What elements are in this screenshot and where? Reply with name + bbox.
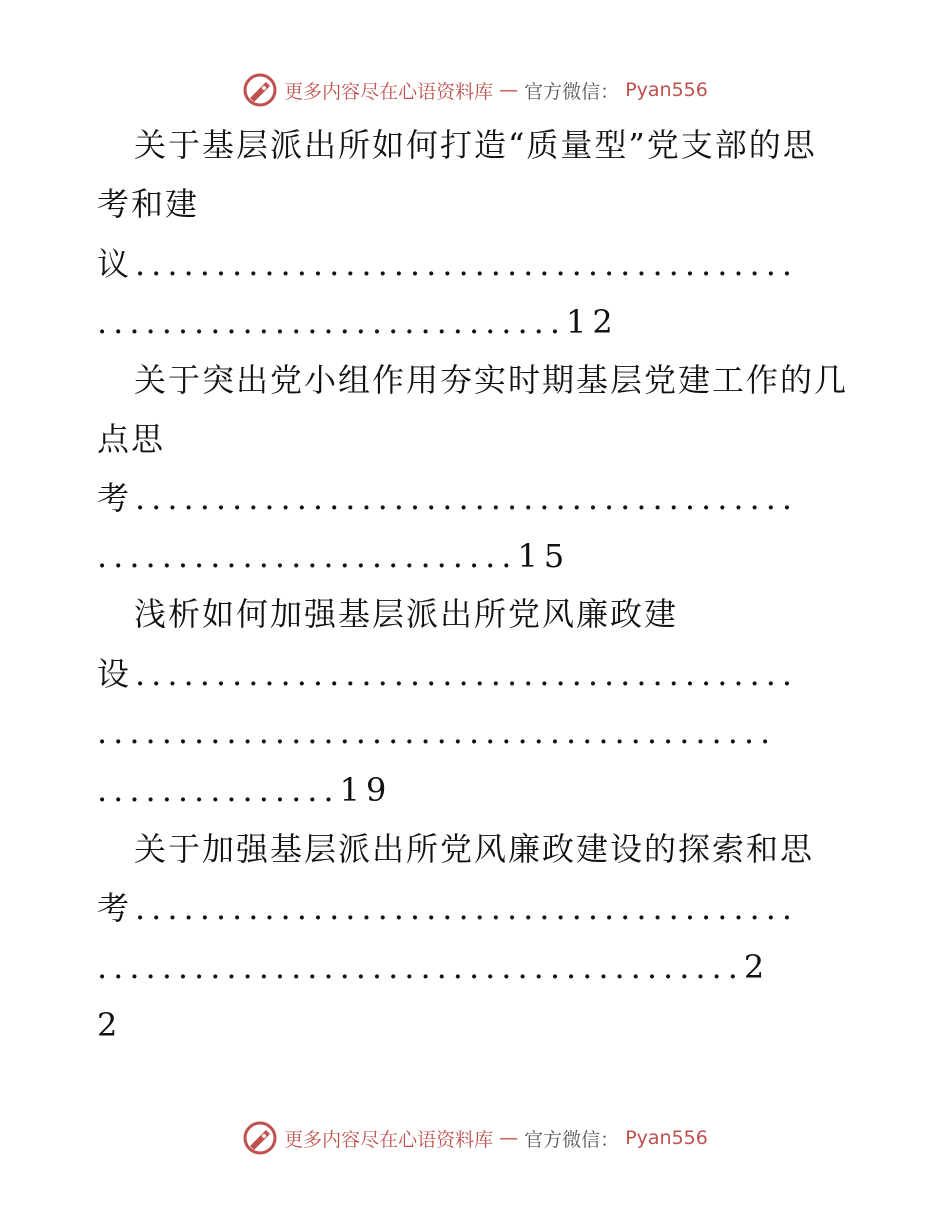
toc-entry-4-title-line-1: 关于加强基层派出所党风廉政建设的探索和思 xyxy=(134,830,815,868)
toc-entry-1-title-line-1: 关于基层派出所如何打造“质量型”党支部的思 xyxy=(134,126,817,164)
toc-entry-3-leader-line-1: 设......................................... xyxy=(97,655,799,693)
banner-account: Pyan556 xyxy=(625,79,708,101)
toc-entry-1-leader-line-1: 议......................................... xyxy=(97,245,799,283)
toc-entry-2-leader-line-1: 考......................................... xyxy=(97,479,799,517)
banner-separator: — xyxy=(499,79,519,101)
toc-entry-1-leader-line-2: .............................12 xyxy=(97,303,619,341)
pen-nib-logo-icon xyxy=(242,1120,278,1156)
footer-watermark xyxy=(0,1118,950,1158)
pen-nib-logo-icon xyxy=(242,72,278,108)
header-watermark xyxy=(0,70,950,110)
banner-separator: — xyxy=(499,1127,519,1149)
toc-entry-2-leader-line-2: ..........................15 xyxy=(97,537,571,575)
banner-text: 更多内容尽在心语资料库 xyxy=(284,80,494,103)
toc-entry-4-leader-line-1: 考......................................... xyxy=(97,889,799,927)
toc-entry-4-leader-line-2: ........................................2 xyxy=(97,948,771,986)
banner-official-label: 官方微信： xyxy=(524,80,620,103)
toc-entry-4-leader-line-3: 2 xyxy=(97,1006,120,1044)
toc-entry-2-title-line-2: 点思 xyxy=(97,420,166,458)
toc-entry-3-title-line-1: 浅析如何加强基层派出所党风廉政建 xyxy=(134,595,679,633)
toc-entry-3-leader-line-2: .......................................... xyxy=(97,713,777,751)
toc-entry-2-title-line-1: 关于突出党小组作用夯实时期基层党建工作的几 xyxy=(134,361,849,399)
toc-entry-1-title-line-2: 考和建 xyxy=(97,185,200,223)
toc-entry-3-leader-line-3: ...............19 xyxy=(97,771,393,809)
banner-account: Pyan556 xyxy=(625,1127,708,1149)
banner-text: 更多内容尽在心语资料库 xyxy=(284,1128,494,1151)
banner-official-label: 官方微信： xyxy=(524,1128,620,1151)
